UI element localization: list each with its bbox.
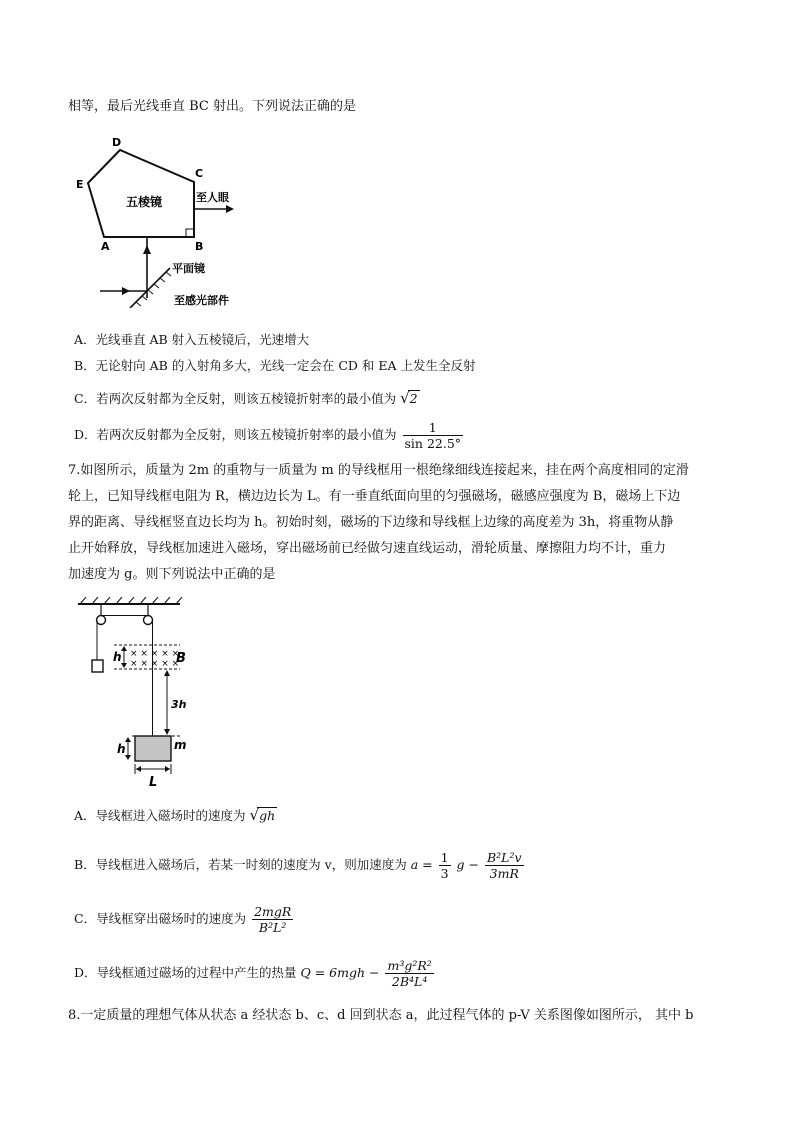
- label-d: D: [112, 136, 122, 149]
- field-crosses-top: × × × × ×: [130, 649, 180, 659]
- q7-c-den: B²L²: [258, 920, 287, 935]
- prism-label: 五棱镜: [126, 195, 163, 209]
- label-m: m: [174, 738, 187, 752]
- q6-d-num: 1: [403, 420, 464, 436]
- q6-option-d-text: D．若两次反射都为全反射，则该五棱镜折射率的最小值为: [74, 427, 397, 442]
- label-h-frame: h: [117, 742, 126, 756]
- q7-b-f2-den: 3mR: [489, 866, 519, 881]
- q6-option-c-value: 2: [409, 391, 418, 406]
- q7-b-lhs: a =: [410, 857, 433, 872]
- label-b: B: [195, 240, 204, 253]
- label-b-field: B: [176, 651, 186, 666]
- q7-d-lhs: Q = 6mgh −: [300, 965, 380, 980]
- q7-line-1: 7.如图所示，质量为 2m 的重物与一质量为 m 的导线框用一根绝缘细线连接起来，挂在两个高度相同的定滑: [68, 463, 689, 478]
- q7-b-f1-num: 1: [440, 850, 449, 865]
- q6-option-b: B．无论射向 AB 的入射角多大，光线一定会在 CD 和 EA 上发生全反射: [74, 358, 476, 373]
- q7-line-5: 加速度为 g。则下列说法中正确的是: [68, 567, 276, 582]
- q8-line-1: 8.一定质量的理想气体从状态 a 经状态 b、c、d 回到状态 a，此过程气体的 p-V 关系图像如图所示， 其中 b: [68, 1008, 694, 1023]
- label-e: E: [76, 178, 84, 191]
- q6-option-c-text: C．若两次反射都为全反射，则该五棱镜折射率的最小值为: [74, 391, 397, 406]
- q7-b-f1-den: 3: [440, 866, 449, 881]
- label-h-field: h: [113, 650, 122, 664]
- mirror-label: 平面镜: [172, 262, 205, 275]
- q7-line-3: 界的距离、导线框竖直边长均为 h。初始时刻，磁场的下边缘和导线框上边缘的高度差为 3h，将重物从静: [68, 515, 674, 530]
- intro-line: 相等，最后光线垂直 BC 射出。下列说法正确的是: [68, 99, 357, 114]
- q6-option-c: C．若两次反射都为全反射，则该五棱镜折射率的最小值为 √2: [74, 389, 418, 407]
- q6-option-d: [74, 420, 465, 451]
- to-eye-label: 至人眼: [196, 191, 229, 204]
- q7-option-d: [74, 958, 436, 989]
- q6-option-a: A．光线垂直 AB 射入五棱镜后，光速增大: [74, 332, 310, 347]
- q7-line-4: 止开始释放，导线框加速进入磁场，穿出磁场前已经做匀速直线运动，滑轮质量、摩擦阻力均不计，重力: [68, 541, 667, 556]
- label-3h: 3h: [171, 698, 187, 711]
- q7-option-a: A．导线框进入磁场时的速度为 √gh: [74, 806, 276, 824]
- label-c: C: [195, 167, 204, 180]
- q7-option-b: [74, 850, 526, 881]
- q7-option-c: [74, 904, 295, 935]
- q7-d-den: 2B⁴L⁴: [391, 974, 428, 989]
- label-a: A: [101, 240, 110, 253]
- label-l: L: [149, 775, 158, 790]
- q7-option-c-text: C．导线框穿出磁场时的速度为: [74, 911, 247, 926]
- q7-line-2: 轮上，已知导线框电阻为 R，横边边长为 L。有一垂直纸面向里的匀强磁场，磁感应强度为 B，磁场上下边: [68, 489, 681, 504]
- q7-d-num: m³g²R²: [387, 958, 432, 973]
- q7-c-num: 2mgR: [254, 904, 292, 919]
- q7-option-b-text: B．导线框进入磁场后，若某一时刻的速度为 v，则加速度为: [74, 857, 407, 872]
- pentaprism-figure: [70, 128, 270, 308]
- field-crosses-bottom: × × × × ×: [130, 659, 180, 669]
- to-sensor-label: 至感光部件: [174, 294, 229, 307]
- q7-option-a-value: gh: [259, 808, 276, 823]
- q6-d-den: sin 22.5°: [404, 436, 462, 451]
- q7-b-mid: g −: [456, 857, 479, 872]
- pulley-figure: [72, 596, 212, 792]
- q7-option-d-text: D．导线框通过磁场的过程中产生的热量: [74, 965, 297, 980]
- q7-option-a-text: A．导线框进入磁场时的速度为: [74, 808, 246, 823]
- q7-b-f2-num: B²L²v: [486, 850, 522, 865]
